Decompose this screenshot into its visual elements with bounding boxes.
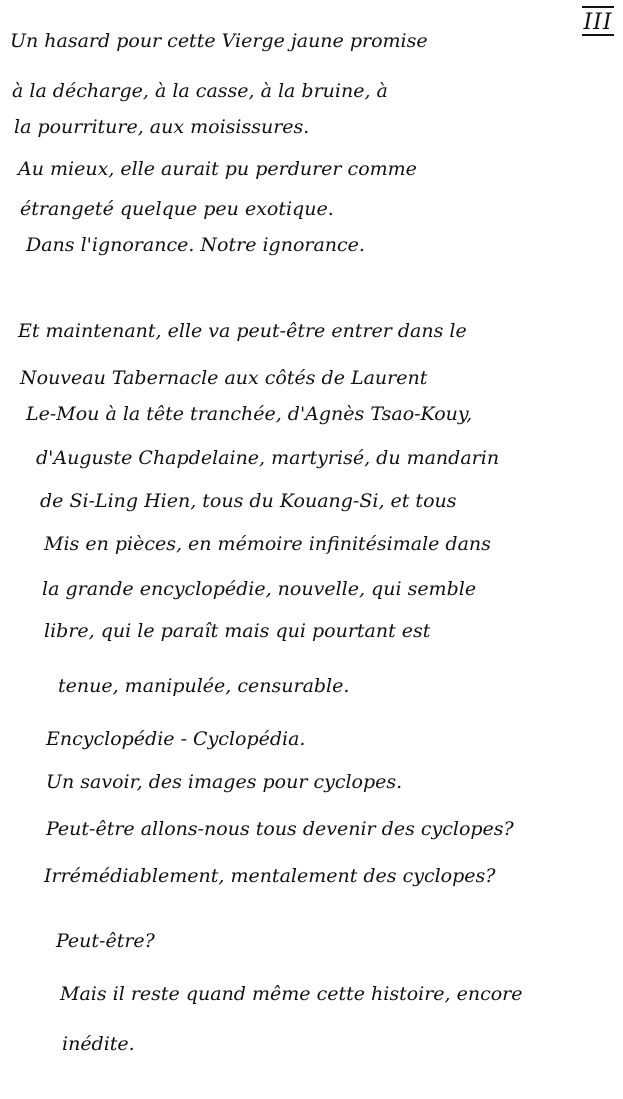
text-line: la grande encyclopédie, nouvelle, qui semble [42, 578, 477, 600]
text-line: Peut-être? [56, 930, 155, 952]
text-line: inédite. [62, 1033, 135, 1055]
text-line: d'Auguste Chapdelaine, martyrisé, du mandarin [36, 447, 500, 469]
text-line: Un savoir, des images pour cyclopes. [46, 771, 403, 793]
page-number: III [582, 6, 614, 36]
text-line: Le-Mou à la tête tranchée, d'Agnès Tsao-Kouy, [26, 403, 473, 425]
text-line: à la décharge, à la casse, à la bruine, à [12, 80, 388, 102]
text-line: étrangeté quelque peu exotique. [20, 198, 334, 220]
text-line: Nouveau Tabernacle aux côtés de Laurent [20, 367, 428, 389]
text-line: Encyclopédie - Cyclopédia. [46, 728, 306, 750]
text-line: Mis en pièces, en mémoire infinitésimale dans [44, 533, 491, 555]
text-line: libre, qui le paraît mais qui pourtant est [44, 620, 431, 642]
text-line: de Si-Ling Hien, tous du Kouang-Si, et tous [40, 490, 457, 512]
text-line: Irrémédiablement, mentalement des cyclopes? [44, 865, 496, 887]
text-line: Peut-être allons-nous tous devenir des cyclopes? [46, 818, 514, 840]
text-line: Dans l'ignorance. Notre ignorance. [26, 234, 365, 256]
text-line: Mais il reste quand même cette histoire, encore [60, 983, 523, 1005]
text-line: la pourriture, aux moisissures. [14, 116, 310, 138]
text-line: Au mieux, elle aurait pu perdurer comme [18, 158, 417, 180]
text-line: Un hasard pour cette Vierge jaune promise [10, 30, 428, 52]
text-line: tenue, manipulée, censurable. [58, 675, 350, 697]
text-line: Et maintenant, elle va peut-être entrer dans le [18, 320, 467, 342]
